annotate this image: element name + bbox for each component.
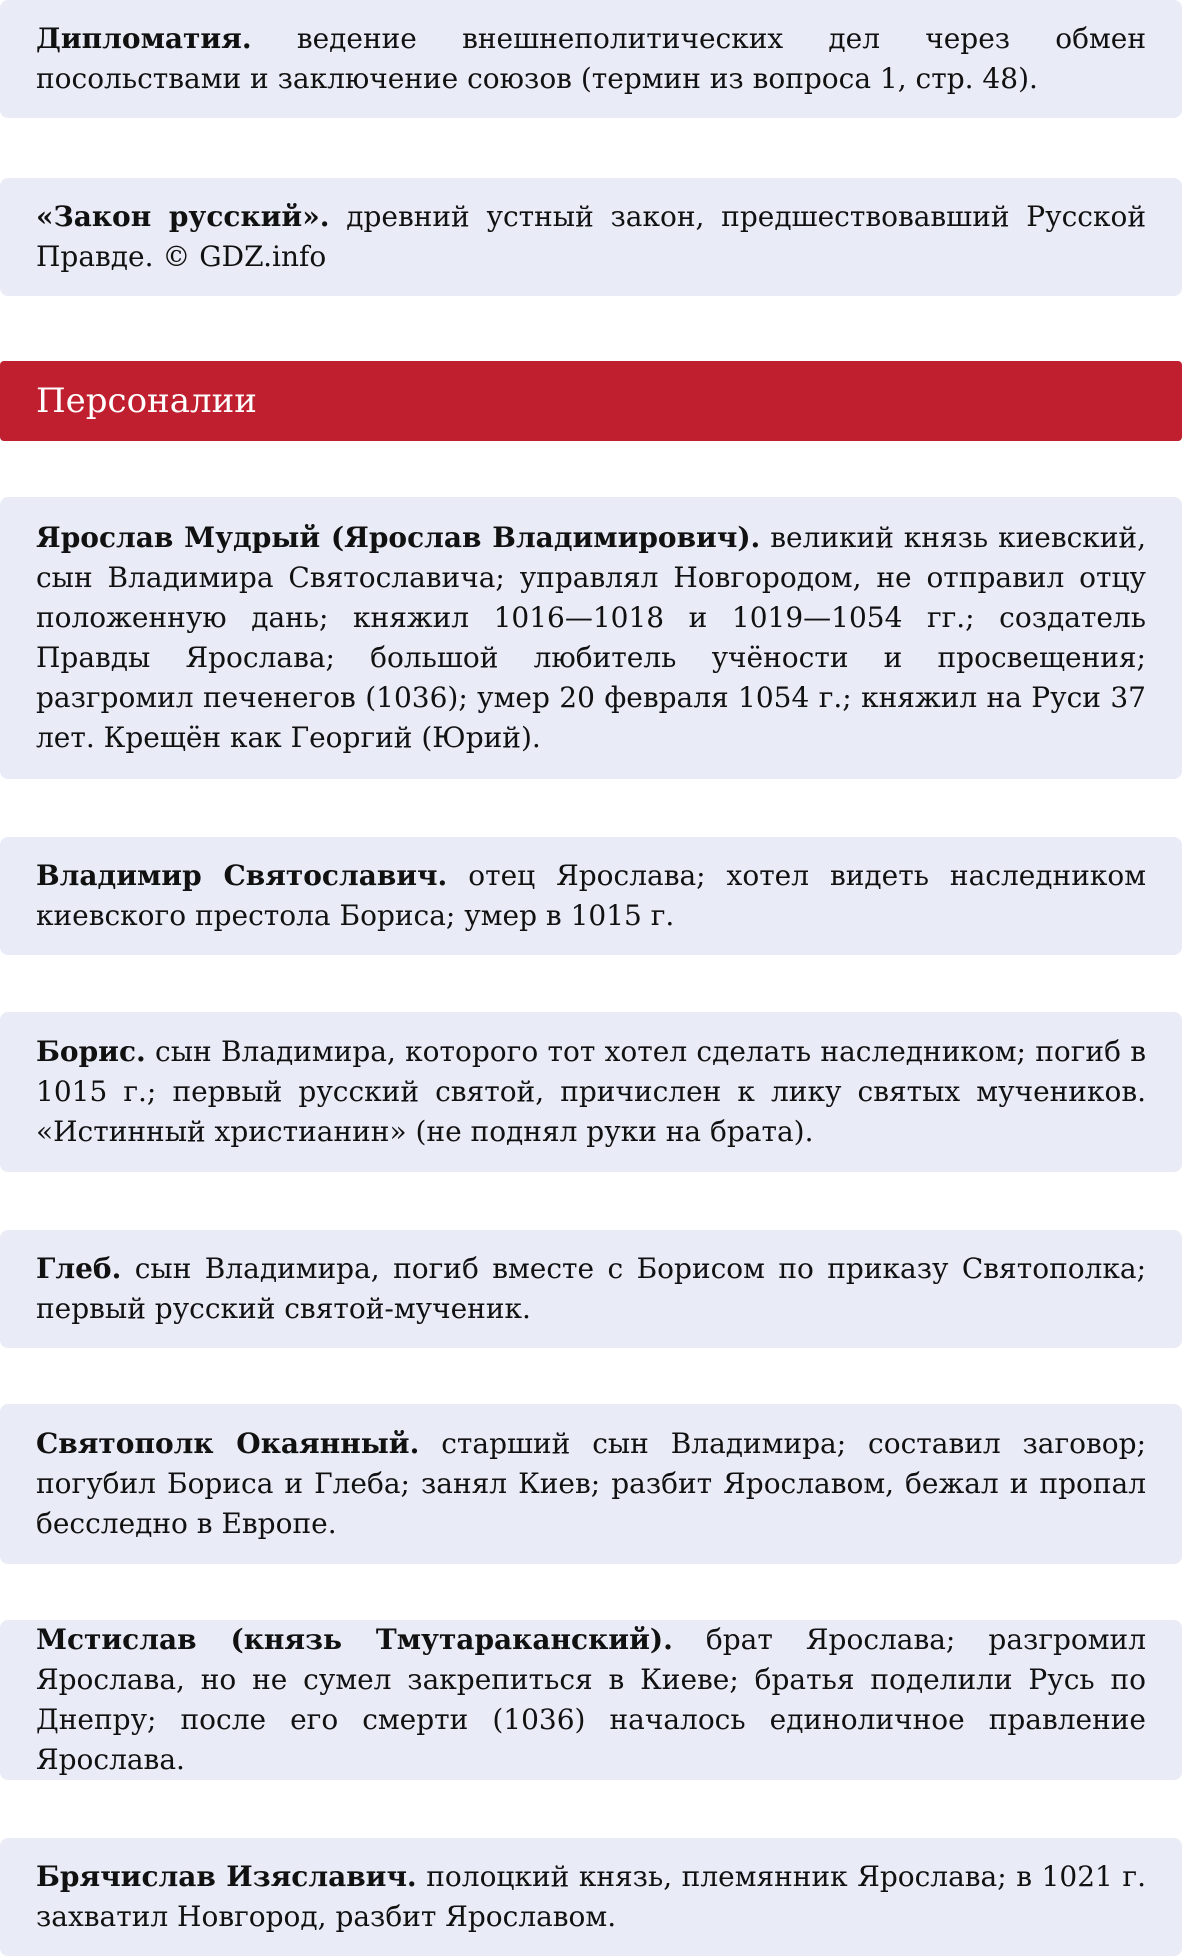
person-name: Владимир Святославич. (36, 859, 448, 892)
person-description: великий князь киевский, сын Владимира Святославича; управлял Новгородом, не отправил отцу положенную дань; княжил 1016—1018 и 1019—1054 гг.; создатель Правды Ярослава; большой любитель учёности и просвещения; разгромил печенегов (1036); умер 20 февраля 1054 г.; княжил на Руси 37 лет. Крещён как Георгий (Юрий). (36, 521, 1146, 754)
person-card-vladimir (0, 837, 1182, 955)
person-card-boris (0, 1012, 1182, 1172)
person-card-svyatopolk (0, 1404, 1182, 1564)
term-card-diplomacy (0, 0, 1182, 118)
person-paragraph (36, 1032, 1146, 1152)
person-description: полоцкий князь, племянник Ярослава; в 1021 г. захватил Новгород, разбит Ярославом. (36, 1860, 1146, 1933)
person-description: сын Владимира, которого тот хотел сделать наследником; погиб в 1015 г.; первый русский святой, причислен к лику святых мучеников. «Истинный христианин» (не поднял руки на брата). (36, 1035, 1146, 1148)
person-description: сын Владимира, погиб вместе с Борисом по приказу Святополка; первый русский святой-мученик. (36, 1252, 1146, 1325)
person-name: Борис. (36, 1035, 146, 1068)
person-description: брат Ярослава; разгромил Ярослава, но не сумел закрепиться в Киеве; братья поделили Русь по Днепру; после его смерти (1036) началось единоличное правление Ярослава. (36, 1623, 1146, 1776)
person-paragraph (36, 1249, 1146, 1329)
person-name: Святополк Окаянный. (36, 1427, 420, 1460)
person-description: старший сын Владимира; составил заговор; погубил Бориса и Глеба; занял Киев; разбит Ярославом, бежал и пропал бесследно в Европе. (36, 1427, 1146, 1540)
person-card-yaroslav (0, 497, 1182, 779)
person-card-mstislav (0, 1620, 1182, 1780)
section-title: Персоналии (36, 381, 257, 421)
person-name: Глеб. (36, 1252, 122, 1285)
term-card-zakon-russkiy (0, 178, 1182, 296)
term-title: «Закон русский». (36, 200, 330, 233)
person-paragraph (36, 1424, 1146, 1544)
term-definition: ведение внешнеполитических дел через обмен посольствами и заключение союзов (термин из вопроса 1, стр. 48). (36, 22, 1146, 95)
person-paragraph (36, 856, 1146, 936)
person-name: Мстислав (князь Тмутараканский). (36, 1623, 673, 1656)
person-name: Ярослав Мудрый (Ярослав Владимирович). (36, 521, 761, 554)
person-description: отец Ярослава; хотел видеть наследником киевского престола Бориса; умер в 1015 г. (36, 859, 1147, 932)
person-paragraph (36, 1857, 1146, 1937)
section-header (0, 361, 1182, 441)
term-definition: древний устный закон, предшествовавший Русской Правде. © GDZ.info (36, 200, 1146, 273)
term-paragraph (36, 197, 1146, 277)
person-paragraph (36, 1620, 1146, 1780)
term-title: Дипломатия. (36, 22, 252, 55)
person-card-gleb (0, 1230, 1182, 1348)
person-name: Брячислав Изяславич. (36, 1860, 417, 1893)
term-paragraph (36, 19, 1146, 99)
person-paragraph (36, 518, 1146, 758)
person-card-bryachislav (0, 1838, 1182, 1956)
